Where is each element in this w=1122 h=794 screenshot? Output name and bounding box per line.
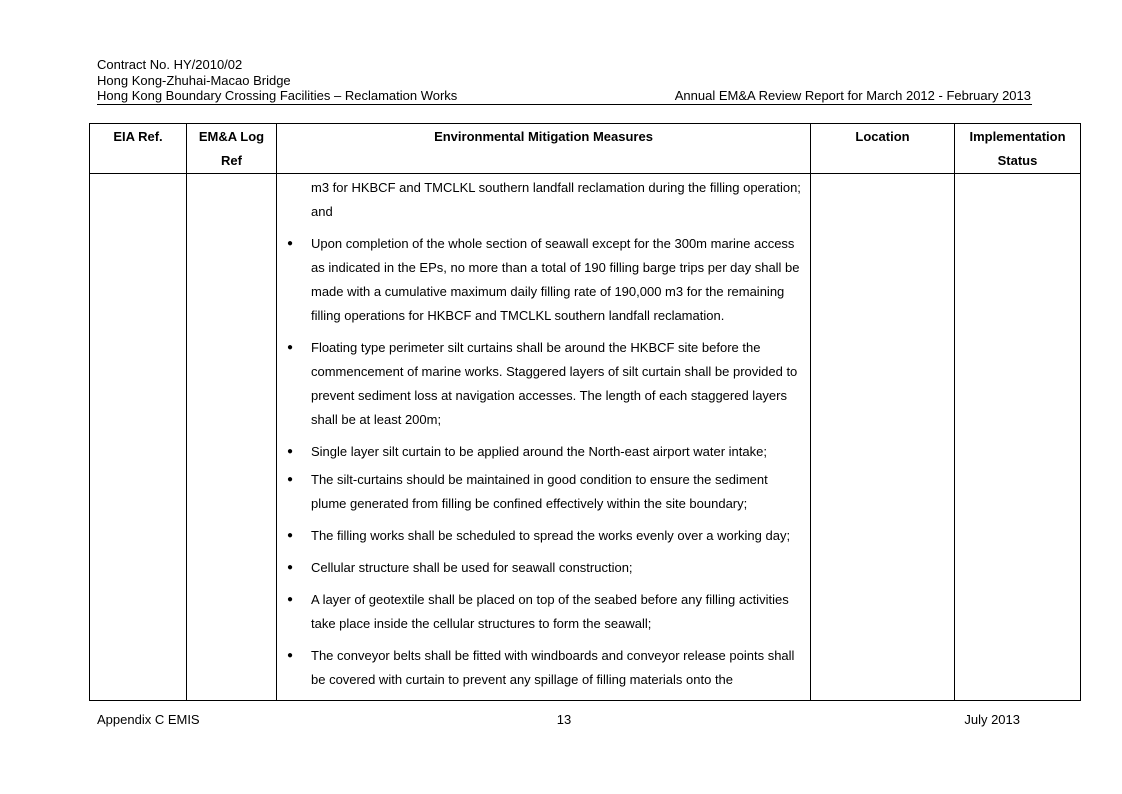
bullet-icon: ● [287, 594, 294, 605]
works-title: Hong Kong Boundary Crossing Facilities – Reclamation Works [97, 88, 458, 103]
bullet-icon: ● [287, 530, 294, 541]
list-item: ● The conveyor belts shall be fitted with windboards and conveyor release points shall be covered with curtain to prevent any spillage of filling materials onto the [311, 644, 802, 692]
col-eia-ref: EIA Ref. [90, 124, 187, 174]
footer-appendix: Appendix C EMIS [97, 712, 200, 727]
cell-eia-ref [90, 174, 187, 701]
list-item: ● The silt-curtains should be maintained in good condition to ensure the sediment plume generated from filling be confined effectively within the site boundary; [311, 468, 802, 516]
list-item: ● Floating type perimeter silt curtains shall be around the HKBCF site before the commencement of marine works. Staggered layers of silt curtain shall be provided to prevent sediment loss at navigation accesses. The length of each staggered layers shall be at least 200m; [311, 336, 802, 432]
list-item: ● Cellular structure shall be used for seawall construction; [311, 556, 802, 580]
list-item: ● A layer of geotextile shall be placed on top of the seabed before any filling activities take place inside the cellular structures to form the seawall; [311, 588, 802, 636]
table-header-row [90, 124, 1081, 174]
report-title: Annual EM&A Review Report for March 2012 - February 2013 [674, 88, 1031, 103]
document-header [97, 57, 457, 104]
bullet-icon: ● [287, 474, 294, 485]
list-item: ● The filling works shall be scheduled to spread the works evenly over a working day; [311, 524, 802, 548]
col-implementation-status: Implementation Status [955, 124, 1081, 174]
list-item: ● Single layer silt curtain to be applied around the North-east airport water intake; [311, 440, 802, 464]
bullet-icon: ● [287, 342, 294, 353]
contract-number: Contract No. HY/2010/02 [97, 57, 243, 72]
measures-list [287, 232, 802, 692]
cell-implementation-status [955, 174, 1081, 701]
col-location: Location [811, 124, 955, 174]
footer-date: July 2013 [964, 712, 1020, 727]
emis-table [89, 123, 1081, 701]
bullet-icon: ● [287, 562, 294, 573]
bullet-icon: ● [287, 238, 294, 249]
continued-text: m3 for HKBCF and TMCLKL southern landfall reclamation during the filling operation; and [311, 180, 801, 219]
cell-measures [277, 174, 811, 701]
list-item: ● Upon completion of the whole section of seawall except for the 300m marine access as indicated in the EPs, no more than a total of 190 filling barge trips per day shall be made with a cumulative maximum daily filling rate of 190,000 m3 for the remaining filling operations for HKBCF and TMCLKL southern landfall reclamation. [311, 232, 802, 328]
table-row [90, 174, 1081, 701]
col-mitigation-measures: Environmental Mitigation Measures [277, 124, 811, 174]
page-number: 13 [556, 712, 572, 727]
cell-ema-log-ref [187, 174, 277, 701]
bullet-icon: ● [287, 650, 294, 661]
cell-location [811, 174, 955, 701]
bullet-icon: ● [287, 446, 294, 457]
col-ema-log-ref: EM&A Log Ref [187, 124, 277, 174]
project-name: Hong Kong-Zhuhai-Macao Bridge [97, 72, 291, 88]
header-rule [97, 104, 1032, 105]
